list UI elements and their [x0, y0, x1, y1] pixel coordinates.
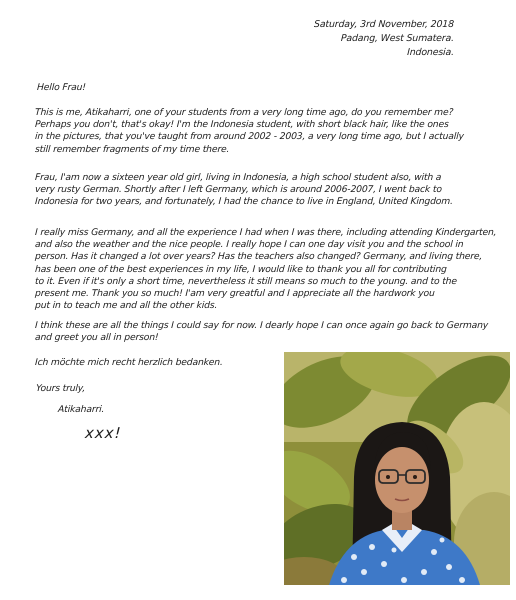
text-line: very rusty German. Shortly after I left Germany, which is around 2006-2007, I went back to — [34, 184, 443, 196]
text-line: to it. Even if it's only a short time, nevertheless it still means so much to the young. and to the — [34, 275, 458, 287]
text-line: I think these are all the things I could say for now. I dearly hope I can once again go back to Germany — [34, 320, 489, 331]
text-line: and also the weather and the nice people. I really hope I can one day visit you and the school in — [34, 239, 464, 251]
text-line: has been one of the best experiences in my life, I would like to thank you all for contributing — [34, 263, 447, 275]
letter-greeting: Hello Frau! — [36, 82, 87, 93]
portrait-photo — [284, 352, 510, 585]
text-line: put in to teach me and all the other kids. — [34, 300, 218, 312]
text-line: Perhaps you don't, that's okay! I'm the Indonesia student, with short black hair, like the ones — [34, 119, 449, 131]
portrait-photo-drawing — [284, 352, 510, 585]
closing-german-line: Ich möchte mich recht herzlich bedanken. — [34, 357, 224, 368]
letter-date: Saturday, 3rd November, 2018 — [313, 19, 455, 30]
letter-header — [314, 18, 454, 60]
paragraph-memories — [35, 227, 496, 312]
paragraph-current-life — [35, 172, 453, 209]
text-line: still remember fragments of my time there. — [34, 143, 230, 155]
text-line: Indonesia for two years, and fortunately, I had the chance to live in England, United Kingdom. — [34, 196, 454, 208]
paragraph-introduction — [35, 107, 464, 156]
text-line: This is me, Atikaharri, one of your students from a very long time ago, do you remember me? — [34, 107, 454, 118]
text-line: person. Has it changed a lot over years? Has the teachers also changed? Germany, and living there, — [34, 251, 483, 263]
text-line: I really miss Germany, and all the experience I had when I was there, including attending Kindergarten, — [34, 227, 497, 238]
text-line: present me. Thank you so much! I'am very greatful and I appreciate all the hardwork you — [34, 288, 435, 300]
text-line: Frau, I'am now a sixteen year old girl, living in Indonesia, a high school student also, with a — [34, 172, 442, 183]
paragraph-conclusion — [35, 320, 488, 344]
letter-city: Padang, West Sumatera. — [340, 33, 455, 44]
letter-country: Indonesia. — [406, 47, 455, 58]
text-line: in the pictures, that you've taught from around 2002 - 2003, a very long time ago, but I actually — [34, 131, 465, 143]
text-line: and greet you all in person! — [34, 332, 159, 344]
kisses: xxx! — [84, 424, 123, 442]
signature: Atikaharri. — [57, 404, 105, 415]
signoff: Yours truly, — [35, 383, 86, 394]
